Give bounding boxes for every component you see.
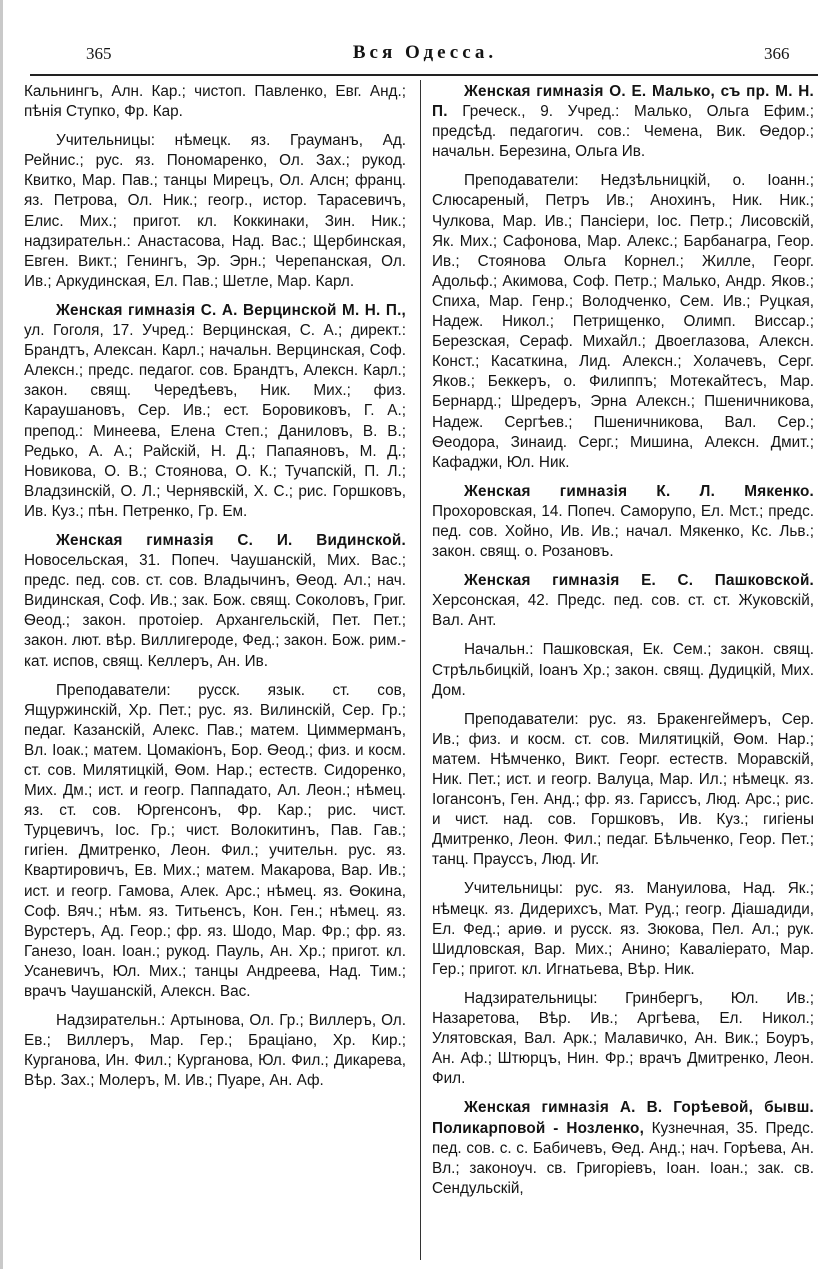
column-divider <box>420 80 421 1260</box>
paragraph-text: Учительницы: нѣмецк. яз. Грауманъ, Ад. Рейнис.; рус. яз. Пономаренко, Ол. Зах.; рукод. Квитко, Мар. Пав.; танцы Мирецъ, Ол. Алсн; франц. яз. Петрова, Ол. Ник.; геогр., истор. Тарасевичъ, Елис. Мих.; пригот. кл. Коккинаки, Зин. Ник.; надзирательн.: Анастасова, Над. Вас.; Щербинская, Евген. Викт.; Генингъ, Эр. Эрн.; Черепанская, Ол. Ив.; Аркудинская, Ел. Пав.; Шетле, Мар. Карл. <box>24 132 406 290</box>
school-entry-title: Женская гимназія Е. С. Пашковской. <box>464 572 814 590</box>
school-entry-title: Женская гимназія А. В. Горѣевой, бывш. Поликарповой - Нозленко, <box>432 1099 814 1137</box>
school-entry <box>432 571 814 631</box>
school-entry-title: Женская гимназія С. И. Видинской. <box>56 531 406 549</box>
paragraph-text: Учительницы: рус. яз. Мануилова, Над. Як.; нѣмецк. яз. Дидерихсъ, Мат. Руд.; геогр. Діашадиди, Ел. Фед.; ариѳ. и русск. яз. Зюкова, Пел. Ал.; рук. Шидловская, Вар. Мих.; Анино; Кавалiерато, Мар. Гер.; пригот. кл. Игнатьева, Вѣр. Ник. <box>432 880 814 978</box>
paragraph <box>432 989 814 1089</box>
running-title: Вся Одесса. <box>352 42 498 63</box>
school-entry-title: Женская гимназія С. А. Верцинской М. Н. П., <box>56 301 406 319</box>
paragraph <box>24 82 406 122</box>
header-rule <box>30 74 818 76</box>
paragraph <box>24 131 406 292</box>
school-entry <box>432 1098 814 1198</box>
school-entry-text: Прохоровская, 14. Попеч. Саморупо, Ел. Мст.; предс. пед. сов. Хойно, Ив. Ив.; начал. Мякенко, Кс. Льв.; закон. свящ. о. Розановъ. <box>432 502 814 561</box>
school-entry-text: Новосельская, 31. Попеч. Чаушанскій, Мих. Вас.; предс. пед. сов. ст. сов. Владычинъ, Ѳеод. Ал.; нач. Видинская, Соф. Ив.; зак. Бож. свящ. Соколовъ, Григ. Ѳеод.; закон. протоіер. Архангельскій, Пет. Пет.; закон. лют. вѣр. Виллигероде, Фед.; закон. Бож. рим.-кат. испов, свящ. Келлеръ, Ан. Ив. <box>24 552 406 670</box>
paragraph <box>24 681 406 1003</box>
school-entry <box>24 531 406 672</box>
school-entry <box>432 82 814 162</box>
school-entry <box>24 301 406 522</box>
paragraph-text: Начальн.: Пашковская, Ек. Сем.; закон. свящ. Стрѣльбицкій, Іоанъ Хр.; закон. свящ. Дудицкій, Мих. Дом. <box>432 641 814 699</box>
school-entry-text: Греческ., 9. Учред.: Малько, Ольга Ефим.; предсѣд. педагогич. сов.: Чемена, Вик. Ѳедор.; начальн. Березина, Ольга Ив. <box>432 103 814 161</box>
school-entry-title: Женская гимназія К. Л. Мякенко. <box>464 482 814 500</box>
paragraph-text: Преподаватели: русск. язык. ст. сов, Ящуржинскій, Хр. Пет.; рус. яз. Вилинскій, Сер. Гр.; педаг. Казанскій, Алекс. Пав.; матем. Циммерманъ, Вл. Іоак.; матем. Цомакіонъ, Бор. Ѳеод.; физ. и косм. ст. сов. Милятицкій, Ѳом. Нар.; естеств. Сидоренко, Мих. Дм.; ист. и геогр. Паппадато, Ал. Леон.; нѣмец. яз. ст. сов. Юргенсонъ, Фр. Кар.; рис. чист. Турцевичъ, Іос. Гр.; чист. Волокитинъ, Пав. Гав.; гигіен. Дмитренко, Леон. Фил.; учительн. рус. яз. Квартировичъ, Ев. Мих.; матем. Макарова, Вар. Ив.; ист. и геогр. Гамова, Алек. Арс.; нѣмец. яз. Ѳокина, Соф. Вяч.; нѣм. яз. Титьенсъ, Кон. Ген.; нѣмец. яз. Вурстеръ, Ад. Геор.; фр. яз. Шодо, Мар. Фр.; фр. яз. Ганезо, Іоан. Іоан.; рукод. Пауль, Ан. Хр.; пригот. кл. Усаневичъ, Юл. Мих.; танцы Андреева, Над. Тим.; врачъ Чаушанскій, Алексн. Вас. <box>24 681 406 1001</box>
paragraph-text: Преподаватели: рус. яз. Бракенгеймеръ, Сер. Ив.; физ. и косм. ст. сов. Милятицкій, Ѳом. Нар.; матем. Нѣмченко, Викт. Георг. естеств. Моравскій, Ник. Пет.; ист. и геогр. Валуца, Мар. Ил.; нѣмецк. яз. Іогансонъ, Ген. Анд.; фр. яз. Гариссъ, Люд. Арс.; рис. и чист. над. сов. Горшковъ, Ив. Куз.; гигіены Дмитренко, Леон. Фил.; педаг. Бѣльченко, Геор. Пет.; танц. Прауссъ, Люд. Иг. <box>432 710 814 869</box>
page-header <box>30 40 820 72</box>
paragraph <box>432 171 814 472</box>
page-number-right: 366 <box>764 44 790 63</box>
paragraph <box>432 879 814 979</box>
page-number-left: 365 <box>86 44 112 63</box>
school-entry-title: Женская гимназія О. Е. Малько, съ пр. М. Н. П. <box>432 83 814 121</box>
paragraph <box>432 640 814 700</box>
school-entry-text: ул. Гоголя, 17. Учред.: Верцинская, С. А.; директ.: Брандтъ, Алексан. Карл.; начальн. Верцинская, Соф. Алексн.; предс. педагог. сов. Брандтъ, Алексн. Карл.; закон. свящ. Чередѣевъ, Ник. Мих.; физ. Караушановъ, Сер. Ив.; ест. Боровиковъ, Г. А.; препод.: Минеева, Елена Степ.; Даниловъ, В. В.; Редько, А. А.; Райскій, Н. Д.; Папаяновъ, М. Д.; Новикова, О. В.; Стоянова, О. К.; Тучапскій, П. Л.; Владзинскій, О. Л.; Чернявскій, Х. С.; рис. Горшковъ, Ив. Куз.; пѣн. Петренко, Гр. Ем. <box>24 322 406 520</box>
paragraph-text: Надзирательницы: Гринбергъ, Юл. Ив.; Назаретова, Вѣр. Ив.; Аргѣева, Ел. Никол.; Улятовская, Вал. Арк.; Малавичко, Ан. Вик.; Боуръ, Ан. Аф.; Штюрцъ, Нин. Фр.; врачъ Дмитренко, Леон. Фил. <box>432 989 814 1088</box>
right-column <box>432 82 814 1262</box>
school-entry <box>432 482 814 562</box>
paragraph-text: Кальнингъ, Алн. Кар.; чистоп. Павленко, Евг. Анд.; пѣнія Ступко, Фр. Кар. <box>24 83 406 121</box>
paragraph-text: Преподаватели: Недзѣльницкій, о. Іоанн.; Слюсареный, Петръ Ив.; Анохинъ, Ник. Ник.; Чулкова, Мар. Ив.; Пансіери, Іос. Петр.; Лисовскій, Як. Мих.; Сафонова, Мар. Алекс.; Барбанагра, Геор. Ив.; Стоянова Ольга Корнел.; Жилле, Георг. Адольф.; Акимова, Соф. Петр.; Малько, Андр. Яков.; Спиха, Мар. Генр.; Володченко, Сем. Ив.; Руцкая, Надеж. Никол.; Петрищенко, Олимп. Виссар.; Березская, Сераф. Михайл.; Двоеглазова, Алексн. Конст.; Касаткина, Лид. Алексн.; Холачевъ, Серг. Яков.; Беккеръ, о. Филиппъ; Мотекайтесъ, Мар. Бернард.; Шредеръ, Эрна Алексн.; Пшеничникова, Надеж. Сергѣев.; Пшеничникова, Вал. Сер.; Ѳеодора, Зинаид. Серг.; Мишина, Алексн. Дмит.; Кафаджи, Юл. Ник. <box>432 172 814 471</box>
paragraph-text: Надзирательн.: Артынова, Ол. Гр.; Виллеръ, Ол. Ев.; Виллеръ, Мар. Гер.; Браціано, Хр. Кир.; Курганова, Ин. Фил.; Курганова, Юл. Фил.; Дикарева, Вѣр. Зах.; Молеръ, М. Ив.; Пуаре, Ан. Аф. <box>24 1012 406 1090</box>
paragraph <box>432 710 814 871</box>
left-column <box>24 82 406 1262</box>
page-binding-edge <box>0 0 3 1269</box>
school-entry-text: Херсонская, 42. Предс. пед. сов. ст. ст. Жуковскій, Вал. Ант. <box>432 592 814 630</box>
school-entry-text: Кузнечная, 35. Предс. пед. сов. с. с. Бабичевъ, Ѳед. Анд.; нач. Горѣева, Ан. Вл.; законоуч. св. Григоріевъ, Іоан. Іоан.; зак. св. Сендульскій, <box>432 1119 814 1197</box>
paragraph <box>24 1011 406 1091</box>
